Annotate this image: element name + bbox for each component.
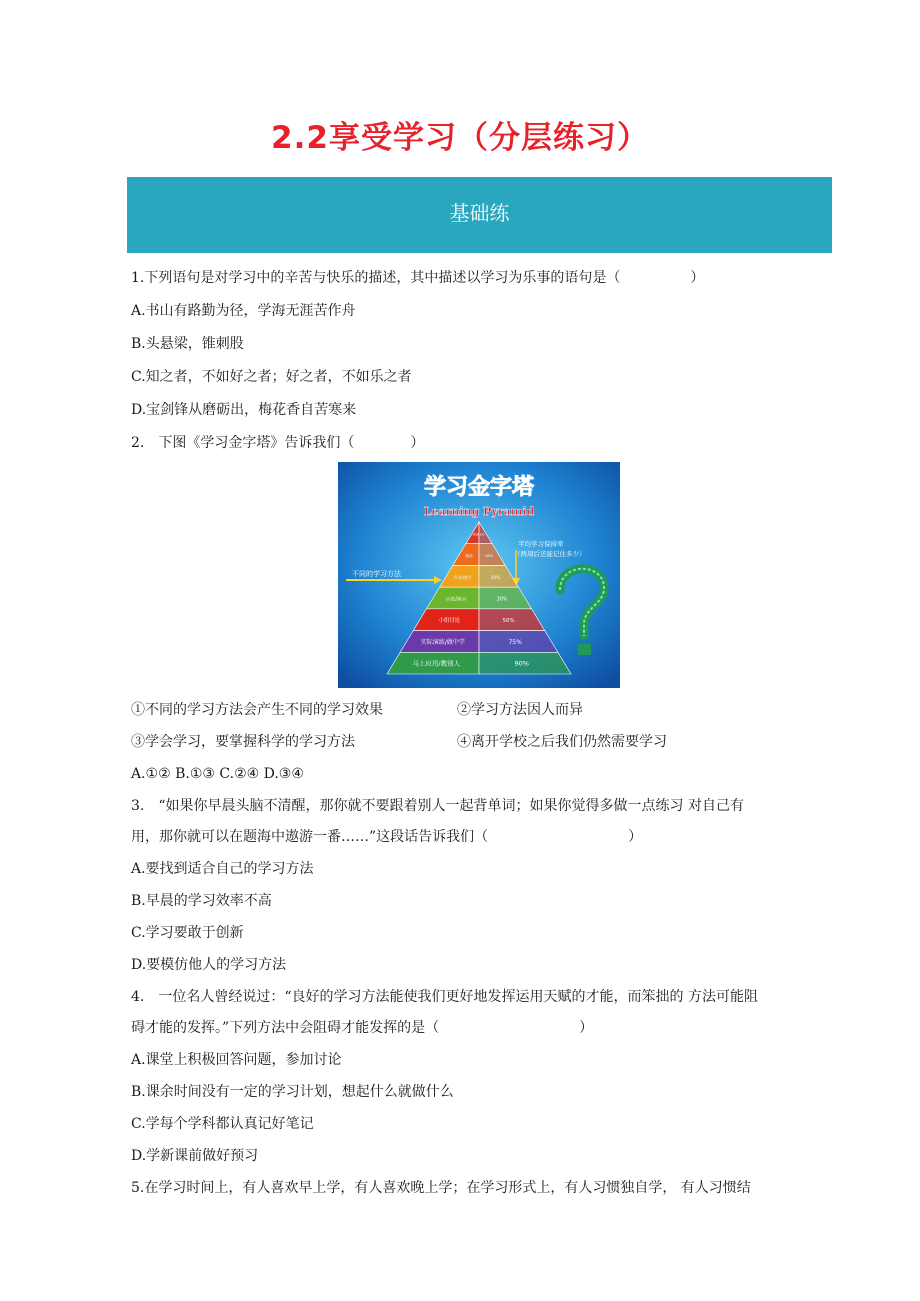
pyramid-level-method: 阅读 (465, 554, 473, 559)
q4-option-d: D.学新课前做好预习 (131, 1148, 259, 1164)
pyramid-level-method: 听讲 (472, 532, 479, 537)
pyramid-level-method: 小组讨论 (438, 618, 461, 625)
q3-stem-line-1: 3. “如果你早晨头脑不清醒，那你就不要跟着别人一起背单词；如果你觉得多做一点练习 对自己有 (131, 798, 744, 814)
learning-pyramid-figure (338, 462, 620, 688)
pyramid-level-rate: 5% (479, 532, 485, 537)
pyramid-level-rate: 30% (496, 597, 508, 603)
q2-options: A.①② B.①③ C.②④ D.③④ (131, 766, 304, 782)
pyramid-level-method: 声音/图片 (453, 574, 472, 580)
q3-stem-line-2: 用，那你就可以在题海中遨游一番……”这段话告诉我们（ ） (131, 829, 643, 845)
figure-title: 学习金字塔 (423, 475, 535, 500)
q4-option-c: C.学每个学科都认真记好笔记 (131, 1116, 314, 1132)
q2-statement-4: ④离开学校之后我们仍然需要学习 (457, 734, 667, 750)
pyramid-level-rate: 50% (502, 618, 515, 625)
q1-option-d: D.宝剑锋从磨砺出，梅花香自苦寒来 (131, 402, 357, 418)
figure-left-label: 不同的学习方法 (352, 570, 401, 578)
q1-option-a: A.书山有路勤为径，学海无涯苦作舟 (131, 303, 356, 319)
q1-stem: 1.下列语句是对学习中的辛苦与快乐的描述，其中描述以学习为乐事的语句是（ ） (131, 270, 705, 286)
q2-statement-1: ①不同的学习方法会产生不同的学习效果 (131, 702, 383, 718)
figure-right-label-1: 平均学习保持率 (518, 540, 564, 548)
pyramid-level-rate: 10% (484, 554, 493, 559)
q1-option-c: C.知之者，不如好之者；好之者，不如乐之者 (131, 369, 412, 385)
q5-stem-line-1: 5.在学习时间上，有人喜欢早上学，有人喜欢晚上学；在学习形式上，有人习惯独自学， 有人习惯结 (131, 1180, 751, 1196)
figure-subtitle: Learning Pyramid (423, 505, 535, 518)
q4-stem-line-2: 碍才能的发挥。”下列方法中会阻碍才能发挥的是（ ） (131, 1020, 594, 1036)
pyramid-level-method: 实际演练/做中学 (420, 638, 465, 646)
pyramid-level-rate: 75% (508, 638, 522, 646)
figure-right-label-2: （两周后还能记住多少） (514, 550, 586, 558)
pyramid-level-method: 示范/演示 (445, 597, 467, 603)
q3-option-a: A.要找到适合自己的学习方法 (131, 861, 314, 877)
q3-option-c: C.学习要敢于创新 (131, 925, 244, 941)
q4-stem-line-1: 4. 一位名人曾经说过：“良好的学习方法能使我们更好地发挥运用天赋的才能，而笨拙的 方法可能阻 (131, 989, 758, 1005)
section-banner: 基础练 (127, 177, 832, 253)
q3-option-b: B.早晨的学习效率不高 (131, 893, 272, 909)
q2-statement-2: ②学习方法因人而异 (457, 702, 583, 718)
pyramid-level-method: 马上应用/教别人 (412, 659, 461, 668)
page-title: 2.2享受学习（分层练习） (271, 120, 649, 156)
pyramid-level-rate: 20% (490, 574, 501, 580)
q1-option-b: B.头悬梁，锥刺股 (131, 336, 244, 352)
q4-option-a: A.课堂上积极回答问题，参加讨论 (131, 1052, 342, 1068)
pyramid-level-rate: 90% (514, 659, 529, 668)
q2-statement-3: ③学会学习，要掌握科学的学习方法 (131, 734, 355, 750)
q4-option-b: B.课余时间没有一定的学习计划，想起什么就做什么 (131, 1084, 454, 1100)
q2-stem: 2. 下图《学习金字塔》告诉我们（ ） (131, 435, 425, 451)
q3-option-d: D.要模仿他人的学习方法 (131, 957, 287, 973)
